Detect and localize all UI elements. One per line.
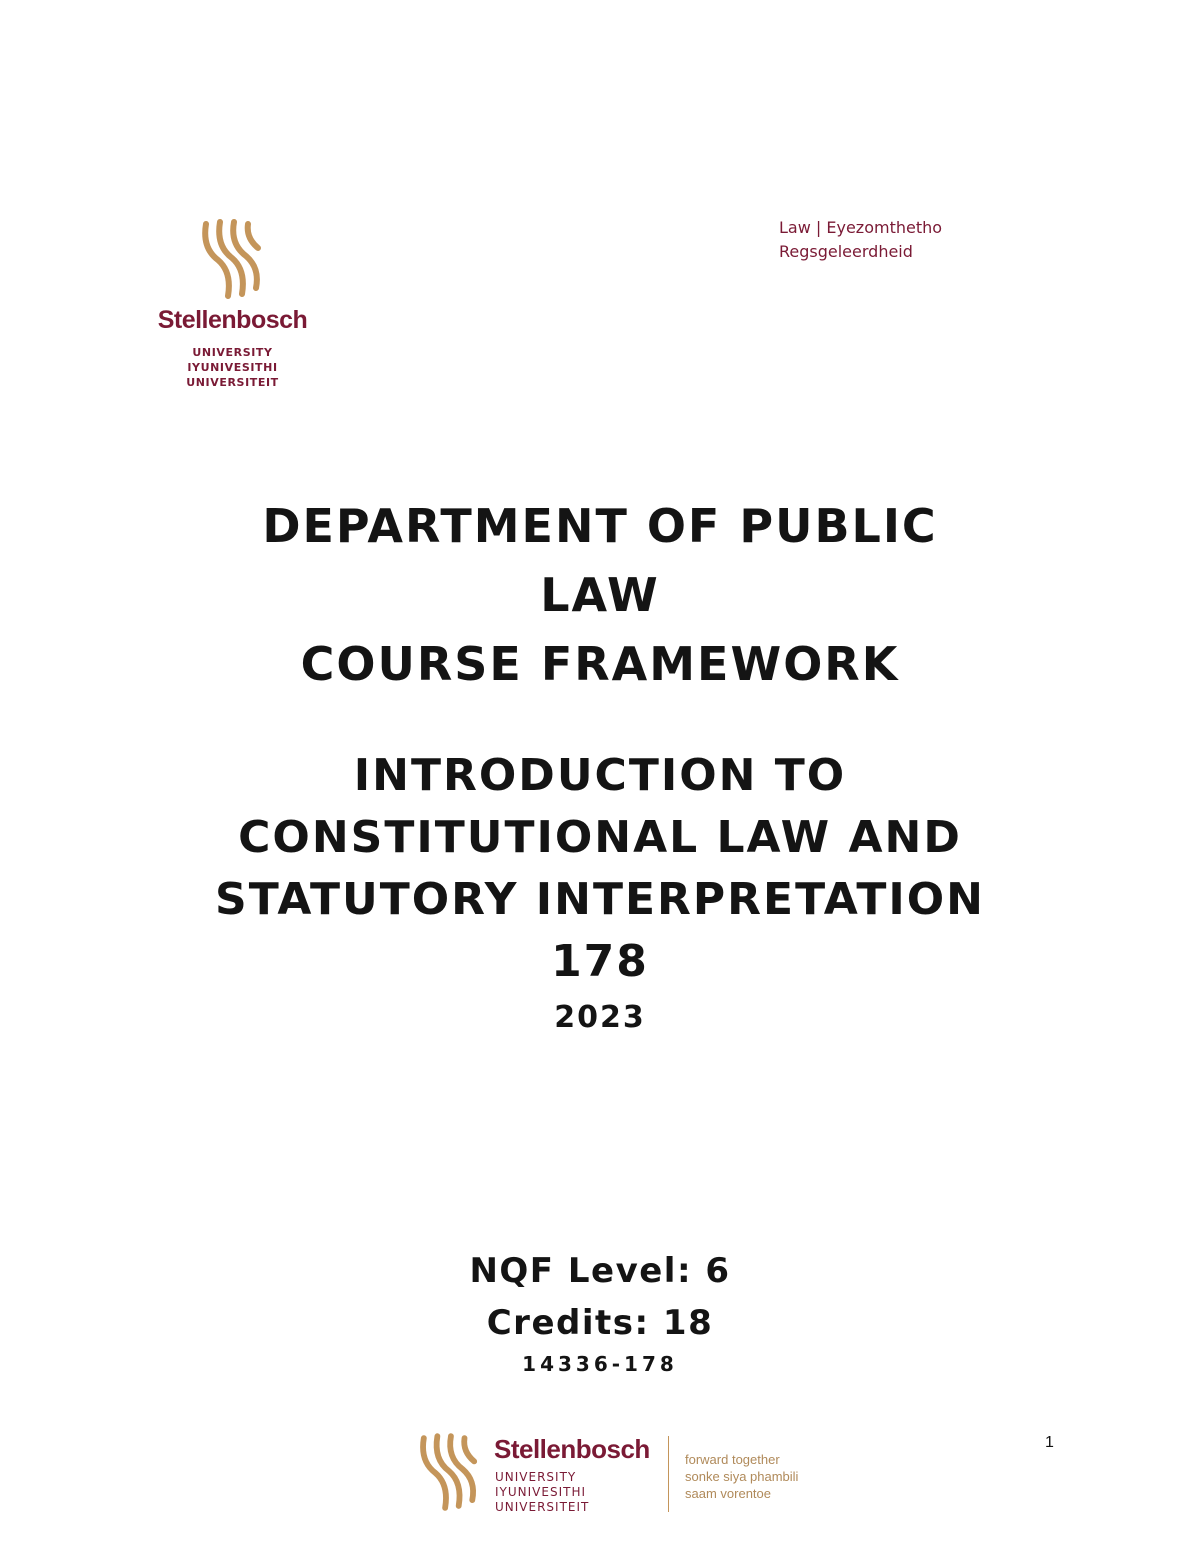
page-number: 1: [1045, 1434, 1054, 1451]
footer-divider: [668, 1436, 669, 1512]
department-line-1: DEPARTMENT OF PUBLIC: [262, 499, 938, 553]
logo-line-universiteit: UNIVERSITEIT: [186, 376, 279, 389]
footer-wordmark: Stellenbosch: [494, 1434, 650, 1464]
course-line-1: INTRODUCTION TO: [353, 750, 847, 801]
framework-line: COURSE FRAMEWORK: [300, 637, 900, 691]
course-number: 178: [551, 936, 649, 987]
logo-line-iyunivesithi: IYUNIVESITHI: [187, 361, 278, 374]
university-logo: [150, 218, 315, 393]
department-line-2: LAW: [540, 568, 660, 622]
course-line-3: STATUTORY INTERPRETATION: [215, 874, 985, 925]
course-line-2: CONSTITUTIONAL LAW AND: [238, 812, 962, 863]
faculty-name: [779, 216, 942, 264]
footer-line-iyunivesithi: IYUNIVESITHI: [495, 1485, 587, 1499]
course-details: [100, 1245, 1100, 1349]
logo-wordmark: Stellenbosch: [157, 306, 308, 334]
credits: Credits: 18: [486, 1303, 714, 1343]
faculty-line-2: Regsgeleerdheid: [779, 242, 913, 261]
logo-line-university: UNIVERSITY: [192, 346, 273, 359]
year: 2023: [554, 1000, 646, 1035]
stellenbosch-emblem-icon: [418, 1432, 480, 1514]
footer-line-university: UNIVERSITY: [495, 1470, 577, 1484]
tagline-afrikaans: saam vorentoe: [685, 1486, 771, 1501]
department-heading: [100, 492, 1100, 699]
module-code: 14336-178: [522, 1352, 678, 1376]
stellenbosch-emblem-icon: [200, 218, 264, 302]
faculty-line-1: Law | Eyezomthetho: [779, 218, 943, 237]
footer-logo: [418, 1432, 818, 1517]
footer-line-universiteit: UNIVERSITEIT: [495, 1500, 590, 1514]
course-title: [100, 745, 1100, 993]
tagline-xhosa: sonke siya phambili: [685, 1469, 799, 1484]
tagline-english: forward together: [685, 1452, 780, 1467]
nqf-level: NQF Level: 6: [469, 1251, 731, 1291]
